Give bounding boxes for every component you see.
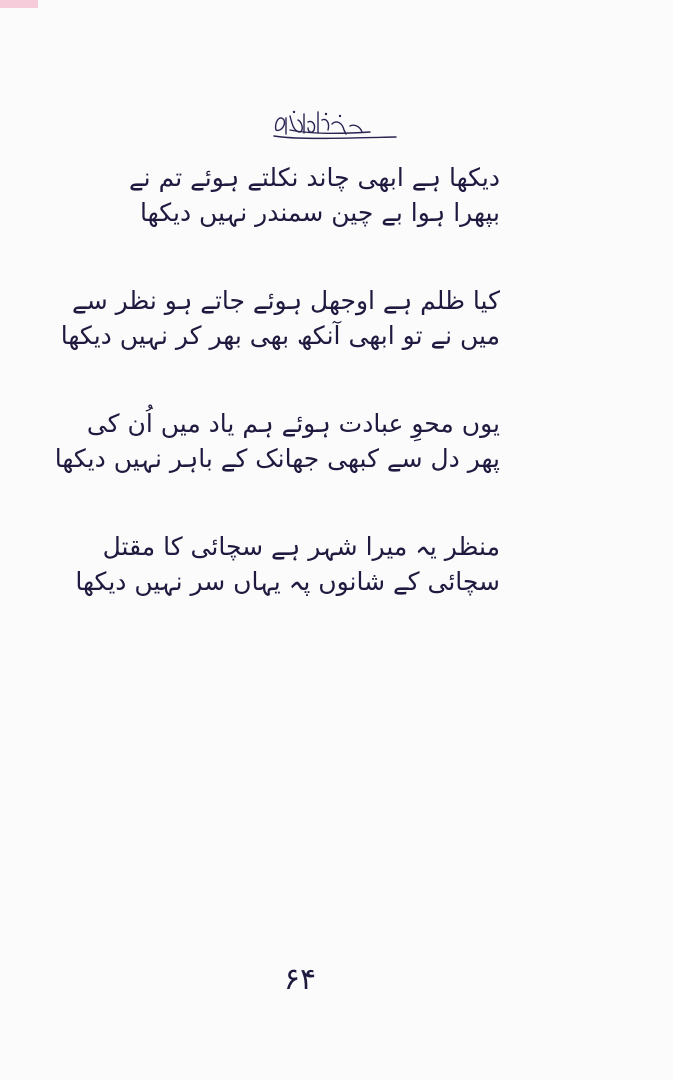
stanza — [54, 406, 500, 476]
corner-mark — [0, 0, 38, 8]
poem-line: منظر یہ میرا شہر ہے سچائی کا مقتل — [102, 532, 500, 561]
stanza — [75, 529, 500, 599]
poem-line: دیکھا ہے ابھی چاند نکلتے ہوئے تم نے — [129, 163, 500, 192]
poem-line: میں نے تو ابھی آنکھ بھی بھر کر نہیں دیکھا — [60, 321, 500, 350]
poem-line: پھر دل سے کبھی جھانک کے باہر نہیں دیکھا — [54, 444, 500, 473]
poem-line: کیا ظلم ہے اوجھل ہوئے جاتے ہو نظر سے — [72, 286, 500, 315]
header-calligraphy-signature — [270, 100, 400, 148]
page-number: ۶۴ — [283, 962, 317, 997]
stanza — [129, 160, 500, 230]
poem — [54, 160, 500, 652]
poem-line: سچائی کے شانوں پہ یہاں سر نہیں دیکھا — [75, 567, 500, 596]
poem-line: بپھرا ہوا بے چین سمندر نہیں دیکھا — [140, 198, 500, 227]
stanza — [60, 283, 500, 353]
poem-line: یوں محوِ عبادت ہوئے ہم یاد میں اُن کی — [86, 409, 500, 438]
